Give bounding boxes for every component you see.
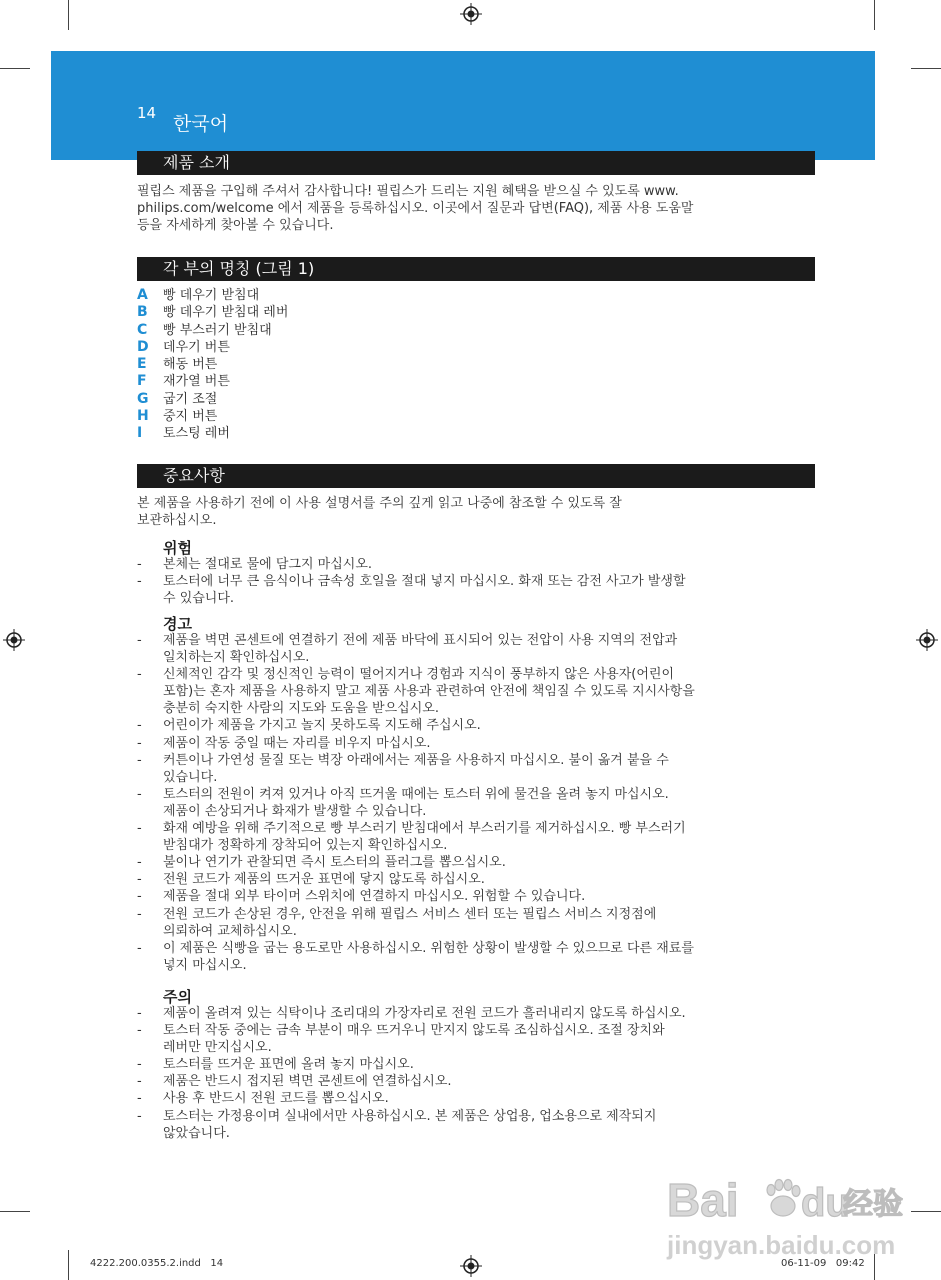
- text-line: 있습니다.: [163, 769, 218, 785]
- text-line: - 불이나 연기가 관찰되면 즉시 토스터의 플러그를 뽑으십시오.: [163, 855, 506, 871]
- subheading-warning: 경고: [163, 615, 192, 633]
- text-line: - 전원 코드가 제품의 뜨거운 표면에 닿지 않도록 하십시오.: [163, 872, 485, 888]
- text-line: 넣지 마십시오.: [163, 957, 247, 973]
- text-line: 충분히 숙지한 사람의 지도와 도움을 받으십시오.: [163, 701, 439, 717]
- text-line: - 이 제품은 식빵을 굽는 용도로만 사용하십시오. 위험한 상황이 발생할 수 있으므로 다른 재료를: [163, 940, 694, 956]
- caution-list: [137, 1005, 817, 1142]
- list-item: [137, 339, 288, 356]
- list-item: [137, 1090, 817, 1107]
- list-item: [137, 940, 817, 974]
- part-letter: H: [137, 408, 149, 425]
- text-line: - 전원 코드가 손상된 경우, 안전을 위해 필립스 서비스 센터 또는 필립스 서비스 지정점에: [163, 906, 657, 922]
- baidu-watermark: [665, 1160, 905, 1270]
- list-item: [137, 1056, 817, 1073]
- section-heading-parts: 각 부의 명칭 (그림 1): [137, 257, 815, 281]
- section-heading-intro: 제품 소개: [137, 151, 815, 175]
- list-item: [137, 888, 817, 905]
- crop-mark: [874, 0, 875, 30]
- list-item: [137, 356, 288, 373]
- watermark-brand-a: Bai: [667, 1174, 739, 1226]
- list-item: [137, 717, 817, 734]
- list-item: [137, 752, 817, 786]
- part-letter: F: [137, 373, 147, 390]
- text-line: - 화재 예방을 위해 주기적으로 빵 부스러기 받침대에서 부스러기를 제거하십시오. 빵 부스러기: [163, 821, 686, 837]
- list-item: [137, 391, 288, 408]
- list-item: [137, 556, 817, 573]
- crop-mark: [68, 0, 69, 30]
- list-item: [137, 573, 817, 607]
- header-band: [51, 51, 875, 160]
- crop-mark: [911, 1211, 941, 1212]
- text-line: 포함)는 혼자 제품을 사용하지 말고 제품 사용과 관련하여 안전에 책임질 수 있도록 지시사항을: [163, 684, 695, 700]
- list-item: [137, 666, 817, 717]
- text-line: 일치하는지 확인하십시오.: [163, 650, 310, 666]
- text-line: 수 있습니다.: [163, 591, 235, 607]
- parts-list: [137, 287, 288, 443]
- registration-mark-icon: [460, 3, 482, 25]
- footer-datetime: 06-11-09 09:42: [781, 1258, 865, 1269]
- part-label: 빵 부스러기 받침대: [163, 322, 272, 338]
- list-item: [137, 632, 817, 666]
- crop-mark: [68, 1250, 69, 1280]
- registration-mark-icon: [460, 1255, 482, 1277]
- part-letter: I: [137, 425, 143, 442]
- list-item: [137, 854, 817, 871]
- text-line: - 제품을 벽면 콘센트에 연결하기 전에 제품 바닥에 표시되어 있는 전압이 사용 지역의 전압과: [163, 633, 678, 648]
- list-item: [137, 1005, 817, 1022]
- list-item: [137, 1108, 817, 1142]
- crop-mark: [911, 68, 941, 69]
- language-title: 한국어: [173, 113, 229, 135]
- text-line: 등을 자세하게 찾아볼 수 있습니다.: [137, 218, 334, 233]
- part-label: 토스팅 레버: [163, 426, 230, 442]
- list-item: [137, 322, 288, 339]
- part-letter: B: [137, 304, 148, 321]
- list-item: [137, 735, 817, 752]
- intro-paragraph: [137, 183, 817, 234]
- part-label: 데우기 버튼: [163, 339, 230, 355]
- text-line: 않았습니다.: [163, 1125, 230, 1141]
- list-item: [137, 871, 817, 888]
- list-item: [137, 820, 817, 854]
- list-item: [137, 786, 817, 820]
- text-line: 받침대가 정확하게 장착되어 있는지 확인하십시오.: [163, 838, 448, 854]
- part-label: 빵 데우기 받침대: [163, 288, 260, 303]
- watermark-brand-b: du: [801, 1181, 850, 1225]
- list-item: [137, 304, 288, 321]
- crop-mark: [0, 68, 30, 69]
- part-label: 빵 데우기 받침대 레버: [163, 305, 289, 321]
- list-item: [137, 287, 288, 304]
- part-label: 굽기 조절: [163, 391, 218, 407]
- text-line: - 제품이 올려져 있는 식탁이나 조리대의 가장자리로 전원 코드가 흘러내리지 않도록 하십시오.: [163, 1006, 686, 1021]
- watermark-cn: 经验: [843, 1187, 903, 1222]
- text-line: - 제품을 절대 외부 타이머 스위치에 연결하지 마십시오. 위험할 수 있습니다.: [163, 889, 586, 905]
- part-letter: G: [137, 390, 149, 407]
- text-line: - 토스터에 너무 큰 음식이나 금속성 호일을 절대 넣지 마십시오. 화재 또는 감전 사고가 발생할: [163, 574, 686, 590]
- warning-list: [137, 632, 817, 974]
- text-line: - 토스터는 가정용이며 실내에서만 사용하십시오. 본 제품은 상업용, 업소용으로 제작되지: [163, 1108, 657, 1124]
- text-line: - 커튼이나 가연성 물질 또는 벽장 아래에서는 제품을 사용하지 마십시오. 불이 옮겨 붙을 수: [163, 752, 669, 768]
- text-line: - 사용 후 반드시 전원 코드를 뽑으십시오.: [163, 1091, 389, 1107]
- part-label: 재가열 버튼: [163, 374, 230, 390]
- part-letter: C: [137, 321, 148, 338]
- text-line: - 제품이 작동 중일 때는 자리를 비우지 마십시오.: [163, 735, 431, 751]
- list-item: [137, 425, 288, 442]
- part-label: 중지 버튼: [163, 409, 218, 425]
- subheading-caution: 주의: [163, 988, 192, 1006]
- text-line: - 신체적인 감각 및 정신적인 능력이 떨어지거나 경험과 지식이 풍부하지 않은 사용자(어린이: [163, 667, 675, 683]
- list-item: [137, 408, 288, 425]
- text-line: 레버만 만지십시오.: [163, 1040, 272, 1056]
- text-line: - 제품은 반드시 접지된 벽면 콘센트에 연결하십시오.: [163, 1074, 452, 1090]
- footer-file-info: 4222.200.0355.2.indd 14: [90, 1258, 224, 1269]
- text-line: 본 제품을 사용하기 전에 이 사용 설명서를 주의 깊게 읽고 나중에 참조할 수 있도록 잘: [137, 496, 622, 511]
- watermark-url: jingyan.baidu.com: [667, 1230, 896, 1260]
- part-letter: A: [137, 287, 148, 303]
- text-line: philips.com/welcome 에서 제품을 등록하십시오. 이곳에서 질문과 답변(FAQ), 제품 사용 도움말: [137, 201, 694, 216]
- registration-mark-icon: [916, 629, 938, 651]
- paw-icon: [767, 1180, 800, 1217]
- registration-mark-icon: [3, 629, 25, 651]
- text-line: - 본체는 절대로 물에 담그지 마십시오.: [163, 557, 373, 572]
- part-label: 해동 버튼: [163, 357, 218, 373]
- text-line: - 어린이가 제품을 가지고 놀지 못하도록 지도해 주십시오.: [163, 718, 481, 734]
- text-line: - 토스터의 전원이 켜져 있거나 아직 뜨거울 때에는 토스터 위에 물건을 올려 놓지 마십시오.: [163, 786, 669, 802]
- crop-mark: [0, 1211, 30, 1212]
- text-line: 제품이 손상되거나 화재가 발생할 수 있습니다.: [163, 803, 427, 819]
- important-paragraph: [137, 495, 817, 529]
- page-number: 14: [137, 104, 157, 122]
- list-item: [137, 373, 288, 390]
- list-item: [137, 1073, 817, 1090]
- subheading-danger: 위험: [163, 539, 192, 557]
- list-item: [137, 906, 817, 940]
- text-line: 필립스 제품을 구입해 주셔서 감사합니다! 필립스가 드리는 지원 혜택을 받으실 수 있도록 www.: [137, 184, 679, 199]
- text-line: - 토스터를 뜨거운 표면에 올려 놓지 마십시오.: [163, 1057, 414, 1073]
- text-line: - 토스터 작동 중에는 금속 부분이 매우 뜨거우니 만지지 않도록 조심하십시오. 조절 장치와: [163, 1023, 665, 1039]
- danger-list: [137, 556, 817, 607]
- section-heading-important: 중요사항: [137, 464, 815, 488]
- part-letter: E: [137, 356, 147, 373]
- text-line: 의뢰하여 교체하십시오.: [163, 923, 297, 939]
- part-letter: D: [137, 338, 149, 355]
- list-item: [137, 1022, 817, 1056]
- text-line: 보관하십시오.: [137, 513, 217, 528]
